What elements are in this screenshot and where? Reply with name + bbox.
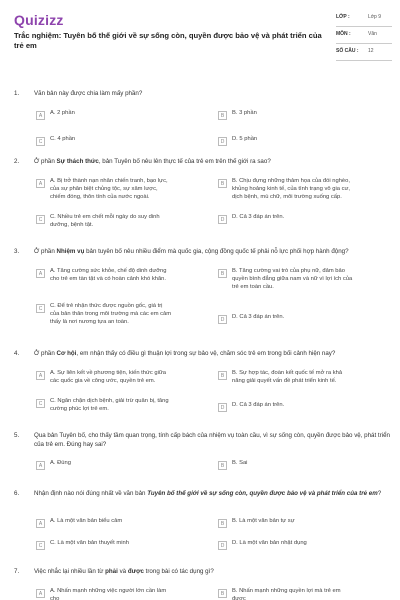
option-d[interactable]: [218, 402, 354, 412]
question-text-emphasis: phải: [105, 568, 118, 575]
meta-row-subject: [336, 31, 392, 44]
meta-row-count: [336, 48, 392, 61]
option-d[interactable]: [218, 540, 354, 550]
option-text: B. Sai: [232, 460, 248, 466]
question-text: [34, 350, 390, 359]
option-b[interactable]: [218, 370, 354, 386]
option-letter: B: [218, 589, 227, 598]
option-c[interactable]: [36, 136, 172, 146]
question-text-part: Ở phần: [34, 350, 57, 357]
option-a[interactable]: [36, 588, 172, 600]
question-number: 6.: [14, 490, 20, 497]
question-text-part: , em nhận thấy có điều gì thuận lợi trong sự bảo vệ, chăm sóc trẻ em trong bối cảnh hiện nay?: [76, 350, 336, 357]
option-text: C. 4 phần: [50, 136, 76, 142]
option-c[interactable]: [36, 540, 172, 550]
option-text: C. Để trẻ nhận thức được nguồn gốc, giá trị của bản thân trong môi trường mà các em cảm thấy là nơi nương tựa an toàn.: [50, 303, 172, 325]
option-letter: B: [218, 519, 227, 528]
option-letter: A: [36, 519, 45, 528]
option-b[interactable]: [218, 110, 354, 120]
option-letter: D: [218, 315, 227, 324]
question-text-emphasis: Nhiệm vụ: [56, 248, 85, 255]
option-letter: D: [218, 137, 227, 146]
meta-row-class: [336, 14, 392, 27]
option-letter: A: [36, 461, 45, 470]
option-letter: B: [218, 111, 227, 120]
option-text: D. 5 phần: [232, 136, 258, 142]
question-text-part: trong bài có tác dụng gì?: [143, 568, 214, 575]
question-text-emphasis: Tuyên bố thế giới về sự sống còn, quyền được bảo vệ và phát triển của trẻ em: [147, 490, 378, 497]
option-letter: B: [218, 269, 227, 278]
question-number: 3.: [14, 248, 20, 255]
option-text: B. Sự hợp tác, đoàn kết quốc tế mở ra khả năng giải quyết vấn đề phát triển kinh tế.: [232, 370, 343, 384]
question-text: Qua bản Tuyên bố, cho thấy tầm quan trọng, tính cấp bách của nhiệm vụ toàn cầu, vì sự sống còn, quyền được bảo vệ, phát triển của trẻ em. Đúng hay sai?: [34, 432, 390, 448]
option-c[interactable]: [36, 303, 172, 326]
option-text: C. Ngăn chặn dịch bệnh, giải trừ quân bị, tăng cường phúc lợi trẻ em.: [50, 398, 169, 412]
question-number: 4.: [14, 350, 20, 357]
option-letter: B: [218, 461, 227, 470]
meta-value: Văn: [368, 31, 377, 37]
question-number: 2.: [14, 158, 20, 165]
option-text: D. Cả 3 đáp án trên.: [232, 214, 285, 220]
option-a[interactable]: [36, 370, 172, 386]
meta-label: MÔN :: [336, 31, 351, 37]
worksheet-header: [0, 0, 400, 78]
meta-value: 12: [368, 48, 374, 54]
option-a[interactable]: [36, 460, 172, 470]
option-letter: A: [36, 589, 45, 598]
question-number: 1.: [14, 90, 20, 97]
option-text: A. Sự liên kết về phương tiện, kiến thức giữa các quốc gia về công ước, quyền trẻ em.: [50, 370, 166, 384]
option-b[interactable]: [218, 178, 354, 201]
question-text: [34, 158, 390, 167]
option-letter: A: [36, 269, 45, 278]
meta-label: LỚP :: [336, 14, 350, 20]
option-letter: D: [218, 215, 227, 224]
option-text: C. Là một văn bản thuyết minh: [50, 540, 129, 546]
question-text-part: ?: [377, 490, 382, 497]
option-letter: C: [36, 215, 45, 224]
option-a[interactable]: [36, 110, 172, 120]
option-d[interactable]: [218, 214, 354, 224]
meta-label: SỐ CÂU :: [336, 48, 359, 54]
option-letter: C: [36, 541, 45, 550]
question-text-part: Nhận định nào nói đúng nhất về văn bản: [34, 490, 148, 497]
option-b[interactable]: [218, 460, 354, 470]
option-text: A. Bị trở thành nạn nhân chiến tranh, bạo lực, của sự phân biệt chủng tộc, sự xâm lược, chiếm đóng, thôn tính của nước ngoài.: [50, 178, 168, 200]
option-b[interactable]: [218, 518, 354, 528]
option-c[interactable]: [36, 398, 172, 414]
question-text-part: , bản Tuyên bố nêu lên thực tế của trẻ em trên thế giới ra sao?: [98, 158, 271, 165]
option-text: A. Tăng cường sức khỏe, chế độ dinh dưỡng cho trẻ em tàn tật và có hoàn cảnh khó khăn.: [50, 268, 167, 282]
option-a[interactable]: [36, 518, 172, 528]
option-text: D. Cả 3 đáp án trên.: [232, 402, 285, 408]
question-number: 7.: [14, 568, 20, 575]
option-letter: B: [218, 371, 227, 380]
option-text: B. 3 phần: [232, 110, 257, 116]
option-b[interactable]: [218, 588, 354, 600]
question-text: [34, 490, 390, 499]
question-text-part: và: [117, 568, 128, 575]
option-text: D. Là một văn bản nhật dụng: [232, 540, 307, 546]
question-text-part: Việc nhắc lại nhiều lần từ: [34, 568, 106, 575]
option-letter: C: [36, 399, 45, 408]
option-text: A. 2 phần: [50, 110, 75, 116]
question-text: [34, 568, 390, 577]
option-c[interactable]: [36, 214, 172, 230]
question-text-part: Ở phần: [34, 248, 57, 255]
option-text: D. Cả 3 đáp án trên.: [232, 314, 285, 320]
option-letter: C: [36, 137, 45, 146]
option-d[interactable]: [218, 314, 354, 324]
option-a[interactable]: [36, 268, 172, 284]
option-letter: C: [36, 304, 45, 313]
question-number: 5.: [14, 432, 20, 439]
option-text: A. Là một văn bản biểu cảm: [50, 518, 123, 524]
option-text: B. Chịu đựng những thảm họa của đói nghèo, khủng hoảng kinh tế, của tình trạng vô gia cư, dịch bệnh, mù chữ, môi trường xuống cấp.: [232, 178, 350, 200]
question-text-emphasis: được: [127, 568, 144, 575]
question-text-part: bản tuyên bố nêu nhiều điểm mà quốc gia, cộng đồng quốc tế phải nỗ lực phối hợp hành động?: [84, 248, 349, 255]
option-text: B. Nhấn mạnh những quyền lợi mà trẻ em được: [232, 588, 341, 600]
option-text: B. Là một văn bản tự sự: [232, 518, 295, 524]
option-text: A. Đúng: [50, 460, 71, 466]
question-text: [34, 248, 390, 257]
option-letter: A: [36, 179, 45, 188]
option-letter: B: [218, 179, 227, 188]
meta-value: Lớp 9: [368, 14, 382, 20]
question-text-emphasis: Sự thách thức: [56, 158, 99, 165]
worksheet-title: Trắc nghiệm: Tuyên bố thế giới về sự sống còn, quyền được bảo vệ và phát triển của trẻ em: [14, 31, 322, 50]
option-a[interactable]: [36, 178, 172, 201]
option-letter: A: [36, 111, 45, 120]
question-text: Văn bản này được chia làm mấy phần?: [34, 90, 143, 97]
option-d[interactable]: [218, 136, 354, 146]
option-b[interactable]: [218, 268, 354, 291]
option-letter: A: [36, 371, 45, 380]
option-text: A. Nhấn mạnh những việc người lớn cần làm cho: [50, 588, 167, 600]
quizizz-logo: Quizizz: [14, 12, 64, 28]
worksheet-meta: [336, 14, 392, 65]
option-text: B. Tăng cường vai trò của phụ nữ, đảm bảo quyền bình đẳng giữa nam và nữ vì lợi ích của trẻ em toàn cầu.: [232, 268, 353, 290]
question-text-part: Ở phần: [34, 158, 57, 165]
option-text: C. Nhiều trẻ em chết mỗi ngày do suy dinh dưỡng, bệnh tật.: [50, 214, 160, 228]
option-letter: D: [218, 403, 227, 412]
option-letter: D: [218, 541, 227, 550]
question-text-emphasis: Cơ hội: [56, 350, 77, 357]
